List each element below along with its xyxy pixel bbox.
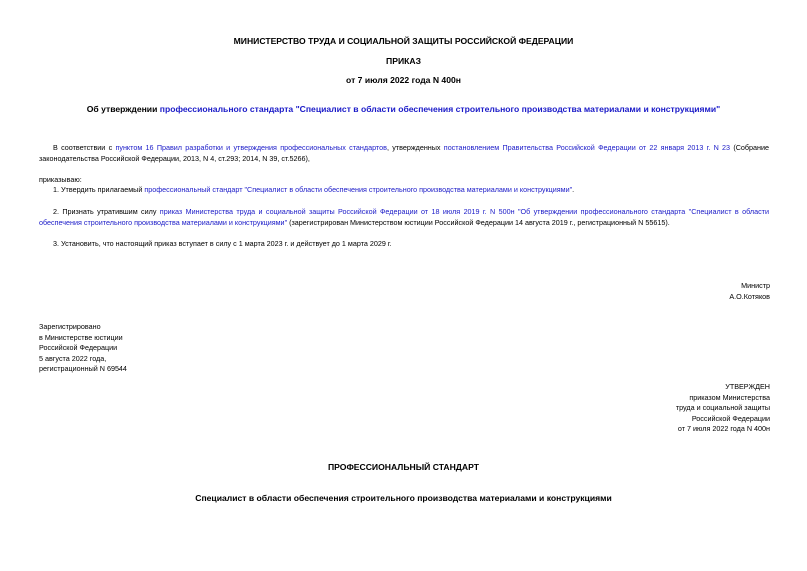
government-decree-link[interactable]: постановлением Правительства Российской Федерации от 22 января 2013 г. N 23 [443, 143, 731, 152]
approved-line: труда и социальной защиты [675, 403, 770, 413]
item-1-end: . [572, 185, 575, 194]
standard-name: Специалист в области обеспечения строительного производства материалами и конструкциями [195, 493, 612, 503]
ministry-heading: МИНИСТЕРСТВО ТРУДА И СОЦИАЛЬНОЙ ЗАЩИТЫ РОССИЙСКОЙ ФЕДЕРАЦИИ [233, 36, 574, 46]
approved-block [676, 382, 770, 435]
document-title [0, 104, 807, 114]
item-2 [39, 207, 769, 228]
signature-name: А.О.Котяков [729, 291, 770, 301]
preamble-text-3: (Собрание законодательства Российской Федерации, 2013, N 4, ст.293; 2014, N 39, ст.5266), [39, 143, 770, 163]
standard-heading: ПРОФЕССИОНАЛЬНЫЙ СТАНДАРТ [327, 462, 480, 472]
approved-line: Российской Федерации [691, 413, 770, 423]
registration-line: в Министерстве юстиции [39, 332, 123, 342]
doc-type-heading: ПРИКАЗ [386, 56, 421, 66]
title-prefix: Об утверждении [86, 104, 160, 114]
preamble-paragraph [39, 143, 769, 164]
preamble-text-2: , утвержденных [386, 143, 444, 152]
registration-line: Российской Федерации [39, 343, 118, 353]
order-word: приказываю: [39, 175, 82, 184]
item-2-previous-order-link[interactable]: приказ Министерства труда и социальной защиты Российской Федерации от 18 июля 2019 г. N 500н "Об утверждении профессионального стандарта "Специалист в области обеспечения строительного производства материалами и конструкциями" [39, 207, 769, 227]
preamble-text-1: В соответствии с [53, 143, 116, 152]
registration-line: регистрационный N 69544 [39, 364, 127, 374]
signature-block [729, 281, 770, 302]
item-1 [53, 185, 574, 196]
item-3: 3. Установить, что настоящий приказ вступает в силу с 1 марта 2023 г. и действует до 1 марта 2029 г. [53, 239, 392, 248]
rules-link[interactable]: пунктом 16 Правил разработки и утверждения профессиональных стандартов [115, 143, 387, 152]
title-standard-link[interactable]: профессионального стандарта "Специалист в области обеспечения строительного производства материалами и конструкциями" [159, 104, 721, 114]
item-1-text: 1. Утвердить прилагаемый [53, 185, 145, 194]
doc-date: от 7 июля 2022 года N 400н [346, 75, 461, 85]
item-2-text: 2. Признать утратившим силу [53, 207, 160, 216]
item-2-end: (зарегистрирован Министерством юстиции Российской Федерации 14 августа 2019 г., регистрационный N 55615). [287, 217, 670, 227]
registration-line: Зарегистрировано [39, 322, 101, 331]
approved-line: приказом Министерства [689, 392, 770, 402]
registration-block [39, 322, 127, 375]
approved-line: УТВЕРЖДЕН [725, 382, 770, 391]
registration-line: 5 августа 2022 года, [39, 353, 107, 363]
approved-line: от 7 июля 2022 года N 400н [677, 424, 770, 434]
item-1-standard-link[interactable]: профессиональный стандарт "Специалист в области обеспечения строительного производства материалами и конструкциями" [144, 185, 573, 194]
signature-position: Министр [741, 281, 770, 290]
